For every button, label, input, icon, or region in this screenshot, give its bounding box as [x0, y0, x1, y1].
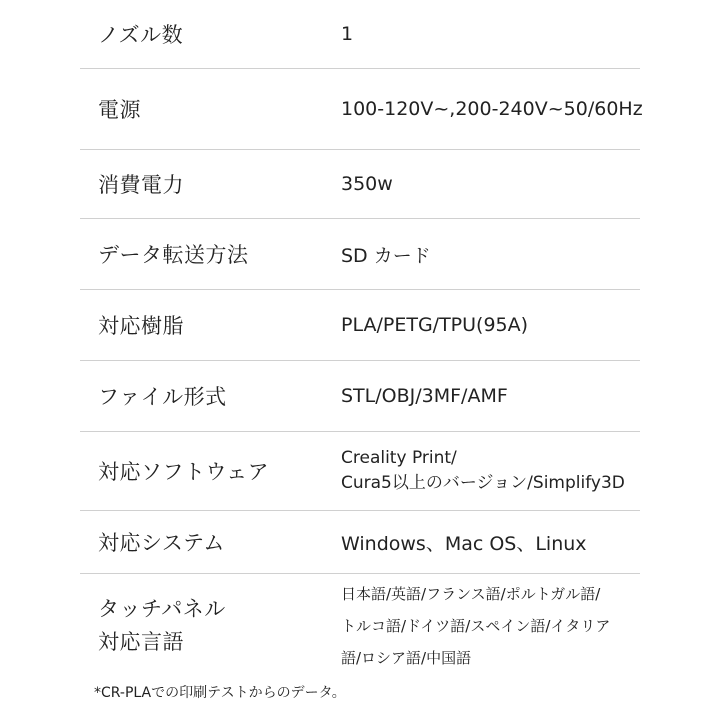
spec-label: 対応システム — [98, 531, 225, 555]
spec-value: Windows、Mac OS、Linux — [341, 532, 587, 555]
spec-value: SD カード — [341, 244, 431, 267]
spec-value: STL/OBJ/3MF/AMF — [341, 385, 508, 407]
spec-label: データ転送方法 — [98, 243, 249, 267]
spec-label: 電源 — [98, 98, 141, 122]
footnote: *CR-PLAでの印刷テストからのデータ。 — [94, 685, 346, 701]
spec-label: ノズル数 — [98, 23, 184, 47]
spec-row-supported-systems — [80, 511, 640, 574]
spec-table — [80, 0, 643, 678]
spec-value: 100-120V~,200-240V~50/60Hz — [341, 98, 643, 120]
spec-label: ファイル形式 — [98, 385, 227, 409]
spec-value-line: トルコ語/ドイツ語/スペイン語/イタリア — [341, 617, 611, 635]
spec-label-line: 対応言語 — [98, 630, 184, 654]
spec-row-supported-materials — [80, 290, 640, 361]
spec-row-nozzle-count — [80, 0, 640, 69]
spec-value: PLA/PETG/TPU(95A) — [341, 314, 529, 336]
spec-value-line: Cura5以上のバージョン/Simplify3D — [341, 473, 625, 493]
spec-label: 対応樹脂 — [98, 314, 184, 338]
spec-value-line: Creality Print/ — [341, 448, 457, 468]
spec-value — [341, 574, 610, 678]
spec-row-supported-software — [80, 432, 640, 511]
spec-row-power-supply — [80, 69, 643, 150]
spec-label-line: タッチパネル — [98, 597, 226, 621]
spec-row-power-consumption — [80, 150, 640, 219]
spec-label: 対応ソフトウェア — [98, 460, 270, 484]
spec-value-line: 語/ロシア語/中国語 — [341, 649, 472, 667]
spec-label — [98, 574, 226, 678]
spec-value-line: 日本語/英語/フランス語/ポルトガル語/ — [341, 585, 601, 603]
spec-value: 1 — [341, 23, 354, 45]
spec-row-data-transfer — [80, 219, 640, 290]
spec-value — [341, 432, 625, 510]
spec-row-touch-panel-languages — [80, 574, 640, 678]
spec-row-file-formats — [80, 361, 640, 432]
spec-label: 消費電力 — [98, 173, 184, 197]
spec-value: 350w — [341, 173, 393, 195]
